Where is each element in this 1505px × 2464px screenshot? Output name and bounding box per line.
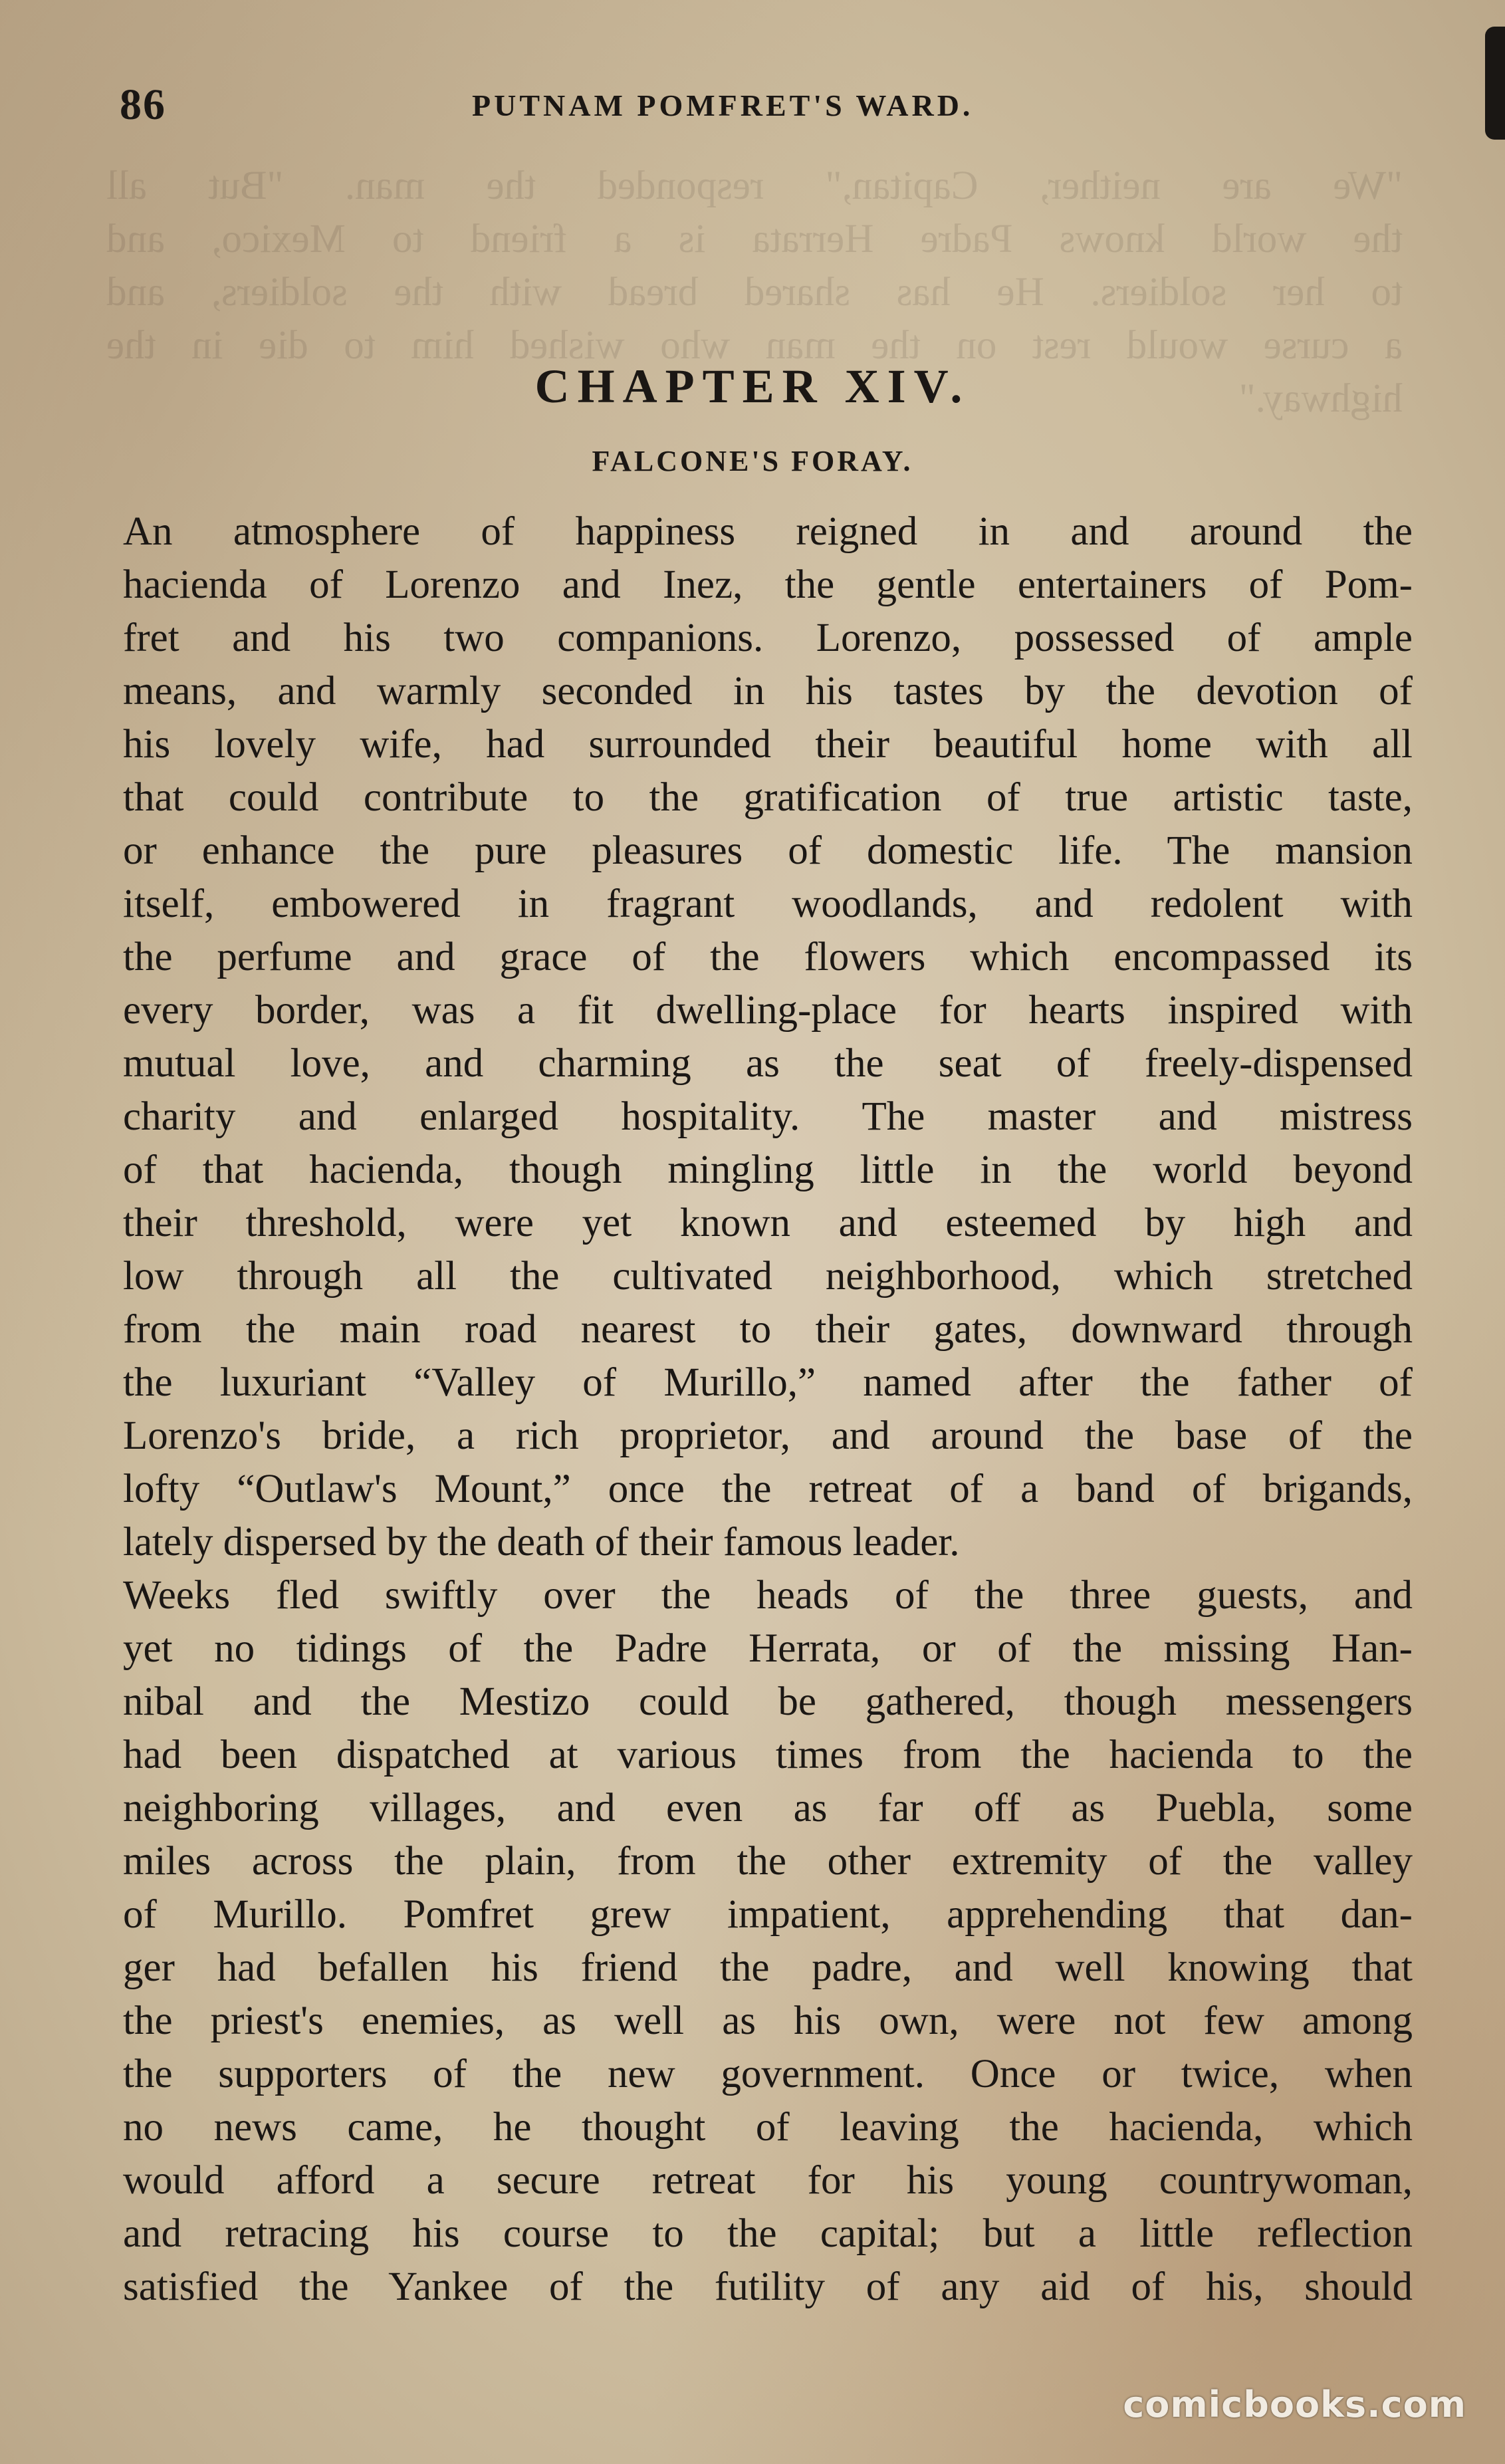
- text-line: means, and warmly seconded in his tastes by the devotion of: [123, 669, 1413, 713]
- text-line: nibal and the Mestizo could be gathered, though messengers: [123, 1679, 1413, 1724]
- bleed-line: "We are neither, Capitan," responded the man. "But all: [106, 164, 1403, 208]
- watermark: comicbooks.com: [1123, 2384, 1466, 2425]
- text-line: charity and enlarged hospitality. The master and mistress: [123, 1094, 1413, 1139]
- text-line: lofty “Outlaw's Mount,” once the retreat of a band of brigands,: [123, 1467, 1413, 1511]
- text-line: ger had befallen his friend the padre, and well knowing that: [123, 1945, 1413, 1990]
- bleed-line: the world knows Padre Herrata is a friend to Mexico, and: [106, 217, 1403, 261]
- text-line: mutual love, and charming as the seat of freely-dispensed: [123, 1041, 1413, 1086]
- text-line: the luxuriant “Valley of Murillo,” named after the father of: [123, 1360, 1413, 1405]
- text-line: yet no tidings of the Padre Herrata, or of the missing Han-: [123, 1626, 1413, 1671]
- page-number: 86: [120, 80, 166, 129]
- text-line: would afford a secure retreat for his young countrywoman,: [123, 2158, 1413, 2203]
- text-line: had been dispatched at various times from the hacienda to the: [123, 1733, 1413, 1777]
- bleed-line: to her soldiers. He has shared bread with the soldiers, and: [106, 270, 1403, 314]
- text-line: and retracing his course to the capital; but a little reflection: [123, 2211, 1413, 2256]
- text-line: Weeks fled swiftly over the heads of the three guests, and: [123, 1573, 1413, 1618]
- chapter-subtitle: FALCONE'S FORAY.: [592, 445, 913, 477]
- text-line: hacienda of Lorenzo and Inez, the gentle entertainers of Pom-: [123, 562, 1413, 607]
- text-line: or enhance the pure pleasures of domestic life. The mansion: [123, 828, 1413, 873]
- body-text: [123, 505, 1413, 2314]
- text-line: from the main road nearest to their gates, downward through: [123, 1307, 1413, 1352]
- text-line: Lorenzo's bride, a rich proprietor, and around the base of the: [123, 1414, 1413, 1458]
- text-line: their threshold, were yet known and esteemed by high and: [123, 1201, 1413, 1245]
- text-line: his lovely wife, had surrounded their beautiful home with all: [123, 722, 1413, 767]
- text-line: the priest's enemies, as well as his own, were not few among: [123, 1999, 1413, 2043]
- text-line: itself, embowered in fragrant woodlands, and redolent with: [123, 882, 1413, 926]
- text-line: no news came, he thought of leaving the hacienda, which: [123, 2105, 1413, 2150]
- page-edge-mark: [1485, 27, 1505, 140]
- chapter-title: CHAPTER XIV.: [534, 360, 971, 413]
- text-line: low through all the cultivated neighborhood, which stretched: [123, 1254, 1413, 1298]
- bleed-line: a curse would rest on the man who wished him to die in the: [106, 323, 1403, 368]
- text-line: satisfied the Yankee of the futility of any aid of his, should: [123, 2265, 1413, 2309]
- text-line: neighboring villages, and even as far off as Puebla, some: [123, 1786, 1413, 1830]
- text-line: fret and his two companions. Lorenzo, possessed of ample: [123, 616, 1413, 660]
- text-line: lately dispersed by the death of their famous leader.: [123, 1520, 960, 1564]
- bleed-line: highway.": [1238, 376, 1403, 421]
- text-line: that could contribute to the gratification of true artistic taste,: [123, 775, 1413, 820]
- text-line: every border, was a fit dwelling-place for hearts inspired with: [123, 988, 1413, 1033]
- text-line: An atmosphere of happiness reigned in and around the: [123, 509, 1413, 554]
- page-header: [120, 80, 1423, 140]
- text-line: of Murillo. Pomfret grew impatient, apprehending that dan-: [123, 1892, 1413, 1937]
- text-line: of that hacienda, though mingling little in the world beyond: [123, 1148, 1413, 1192]
- text-line: the supporters of the new government. Once or twice, when: [123, 2052, 1413, 2096]
- text-line: miles across the plain, from the other extremity of the valley: [123, 1839, 1413, 1884]
- running-head: PUTNAM POMFRET'S WARD.: [472, 88, 974, 122]
- text-line: the perfume and grace of the flowers which encompassed its: [123, 935, 1413, 979]
